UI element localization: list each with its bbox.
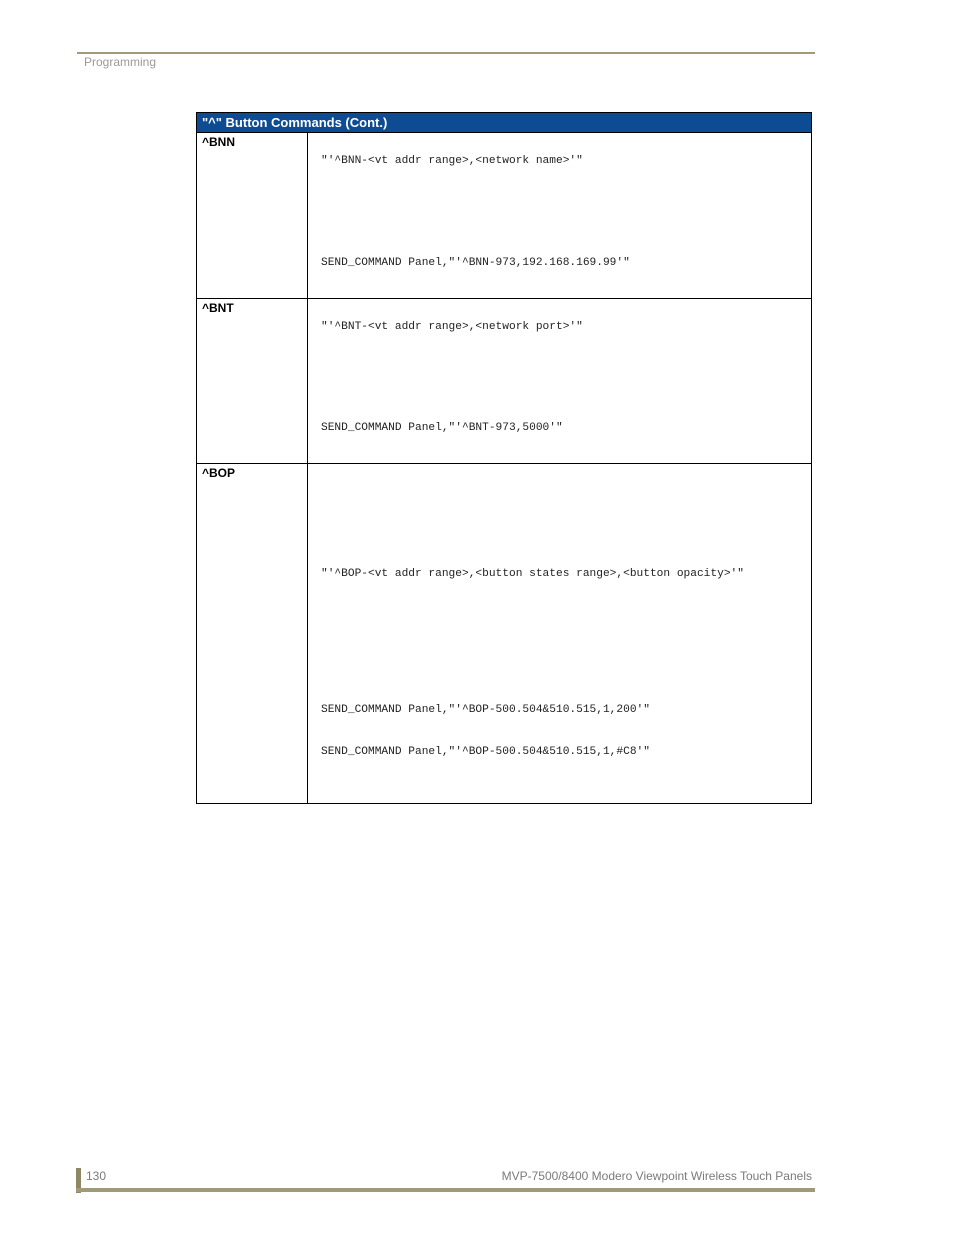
table-row <box>197 299 812 464</box>
example-bop-1: SEND_COMMAND Panel,"'^BOP-500.504&510.515,1,200'" <box>321 704 650 716</box>
command-detail-bnt <box>308 299 812 464</box>
footer-rule <box>76 1188 815 1192</box>
command-name-bnn: ^BNN <box>197 133 308 299</box>
syntax-bnn: "'^BNN-<vt addr range>,<network name>'" <box>321 155 583 167</box>
command-name-bop: ^BOP <box>197 464 308 804</box>
command-name-bnt: ^BNT <box>197 299 308 464</box>
page-number: 130 <box>86 1169 107 1183</box>
syntax-bnt: "'^BNT-<vt addr range>,<network port>'" <box>321 321 583 333</box>
command-detail-bop <box>308 464 812 804</box>
command-detail-bnn <box>308 133 812 299</box>
header-rule <box>77 52 815 54</box>
document-title: MVP-7500/8400 Modero Viewpoint Wireless Touch Panels <box>501 1169 812 1183</box>
table-row <box>197 133 812 299</box>
table-title: "^" Button Commands (Cont.) <box>197 113 812 133</box>
table-row <box>197 464 812 804</box>
example-bop-2: SEND_COMMAND Panel,"'^BOP-500.504&510.515,1,#C8'" <box>321 746 650 758</box>
table-header-row <box>197 113 812 133</box>
button-commands-table <box>196 112 812 804</box>
syntax-bop: "'^BOP-<vt addr range>,<button states range>,<button opacity>'" <box>321 568 744 580</box>
header-section-label: Programming <box>84 55 157 69</box>
example-bnn-1: SEND_COMMAND Panel,"'^BNN-973,192.168.169.99'" <box>321 257 630 269</box>
example-bnt-1: SEND_COMMAND Panel,"'^BNT-973,5000'" <box>321 422 563 434</box>
